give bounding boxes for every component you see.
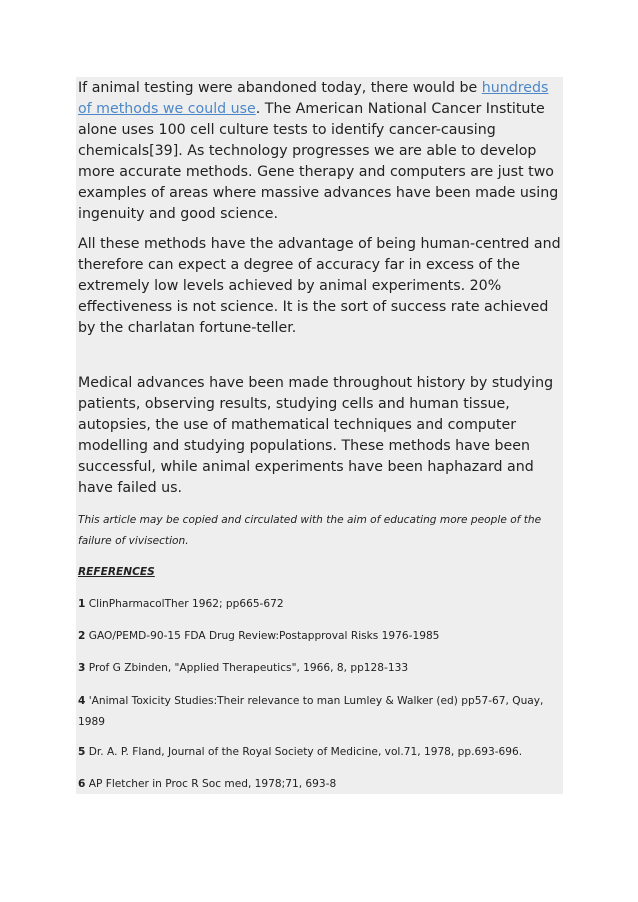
reference-item: [78, 626, 562, 647]
reference-item: [78, 774, 562, 795]
paragraph-text-end: . The American National Cancer Institute alone uses 100 cell culture tests to identify cancer-causing chemicals[39]. As technology progresses we are able to develop more accurate methods. Gene therapy and computers are just two examples of areas where massive advances have been made using ingenuity and good science.: [78, 101, 559, 222]
reference-item: [78, 691, 562, 733]
reference-text: Dr. A. P. Fland, Journal of the Royal Society of Medicine, vol.71, 1978, pp.693-696.: [85, 746, 523, 758]
paragraph-text-start: If animal testing were abandoned today, there would be: [78, 80, 482, 96]
reference-text: GAO/PEMD-90-15 FDA Drug Review:Postapproval Risks 1976-1985: [85, 630, 440, 642]
reference-number: 6: [78, 778, 86, 790]
copy-note: This article may be copied and circulated with the aim of educating more people of the failure of vivisection.: [78, 514, 542, 547]
reference-item: [78, 742, 562, 763]
reference-text: Prof G Zbinden, "Applied Therapeutics", 1966, 8, pp128-133: [85, 662, 409, 674]
hundreds-of-methods-link[interactable]: hundreds of methods we could use: [78, 80, 549, 117]
reference-number: 4: [78, 695, 86, 707]
paragraph-medical-advances: Medical advances have been made throughout history by studying patients, observing results, studying cells and human tissue, autopsies, the use of mathematical techniques and computer modelling and studying populations. These methods have been successful, while animal experiments have been haphazard and have failed us.: [78, 375, 554, 496]
reference-number: 3: [78, 662, 86, 674]
reference-item: [78, 658, 562, 679]
references-heading: REFERENCES: [78, 566, 155, 578]
reference-number: 1: [78, 598, 86, 610]
paragraph-human-centred: All these methods have the advantage of being human-centred and therefore can expect a degree of accuracy far in excess of the extremely low levels achieved by animal experiments. 20% effectiveness is not science. It is the sort of success rate achieved by the charlatan fortune-teller.: [78, 236, 561, 336]
reference-number: 2: [78, 630, 86, 642]
reference-text: 'Animal Toxicity Studies:Their relevance to man Lumley & Walker (ed) pp57-67, Quay, 1989: [78, 695, 544, 728]
reference-number: 5: [78, 746, 86, 758]
paragraph-alternatives: [78, 78, 562, 225]
reference-item: [78, 594, 562, 615]
reference-text: AP Fletcher in Proc R Soc med, 1978;71, 693-8: [85, 778, 337, 790]
reference-text: ClinPharmacolTher 1962; pp665-672: [85, 598, 284, 610]
